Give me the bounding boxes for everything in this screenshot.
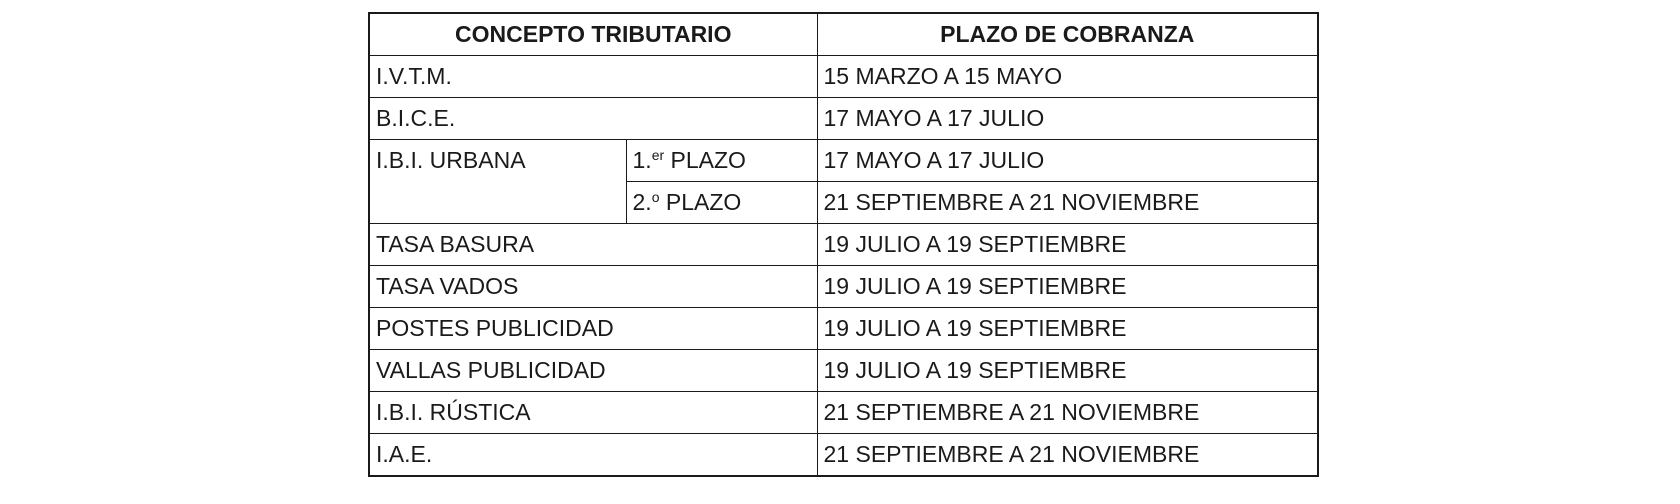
period-cell: 19 JULIO A 19 SEPTIEMBRE	[817, 224, 1318, 266]
table-row	[369, 434, 1318, 477]
installment-suffix: PLAZO	[659, 189, 742, 215]
installment-number: 2.	[632, 189, 652, 215]
concept-cell: I.B.I. RÚSTICA	[369, 392, 817, 434]
installment-number: 1.	[632, 147, 652, 173]
period-cell: 19 JULIO A 19 SEPTIEMBRE	[817, 266, 1318, 308]
table-row	[369, 350, 1318, 392]
installment-ordinal: o	[651, 189, 660, 205]
concept-cell: TASA BASURA	[369, 224, 817, 266]
period-cell: 19 JULIO A 19 SEPTIEMBRE	[817, 350, 1318, 392]
table-row	[369, 266, 1318, 308]
table-row	[369, 140, 1318, 182]
table-header-row	[369, 13, 1318, 56]
installment-cell	[626, 182, 817, 224]
concept-cell: POSTES PUBLICIDAD	[369, 308, 817, 350]
period-cell: 21 SEPTIEMBRE A 21 NOVIEMBRE	[817, 434, 1318, 477]
period-cell: 17 MAYO A 17 JULIO	[817, 140, 1318, 182]
installment-cell	[626, 140, 817, 182]
table-row	[369, 98, 1318, 140]
header-period: PLAZO DE COBRANZA	[817, 13, 1318, 56]
concept-cell: VALLAS PUBLICIDAD	[369, 350, 817, 392]
period-cell: 21 SEPTIEMBRE A 21 NOVIEMBRE	[817, 182, 1318, 224]
tax-collection-table	[368, 12, 1319, 477]
concept-cell: TASA VADOS	[369, 266, 817, 308]
concept-cell: I.V.T.M.	[369, 56, 817, 98]
header-concept: CONCEPTO TRIBUTARIO	[369, 13, 817, 56]
concept-cell: I.B.I. URBANA	[369, 140, 626, 224]
period-cell: 21 SEPTIEMBRE A 21 NOVIEMBRE	[817, 392, 1318, 434]
installment-ordinal: er	[651, 147, 665, 163]
period-cell: 15 MARZO A 15 MAYO	[817, 56, 1318, 98]
period-cell: 19 JULIO A 19 SEPTIEMBRE	[817, 308, 1318, 350]
table-row	[369, 308, 1318, 350]
table-row	[369, 224, 1318, 266]
concept-cell: I.A.E.	[369, 434, 817, 477]
table-row	[369, 392, 1318, 434]
installment-suffix: PLAZO	[664, 147, 746, 173]
concept-cell: B.I.C.E.	[369, 98, 817, 140]
table-row	[369, 56, 1318, 98]
period-cell: 17 MAYO A 17 JULIO	[817, 98, 1318, 140]
